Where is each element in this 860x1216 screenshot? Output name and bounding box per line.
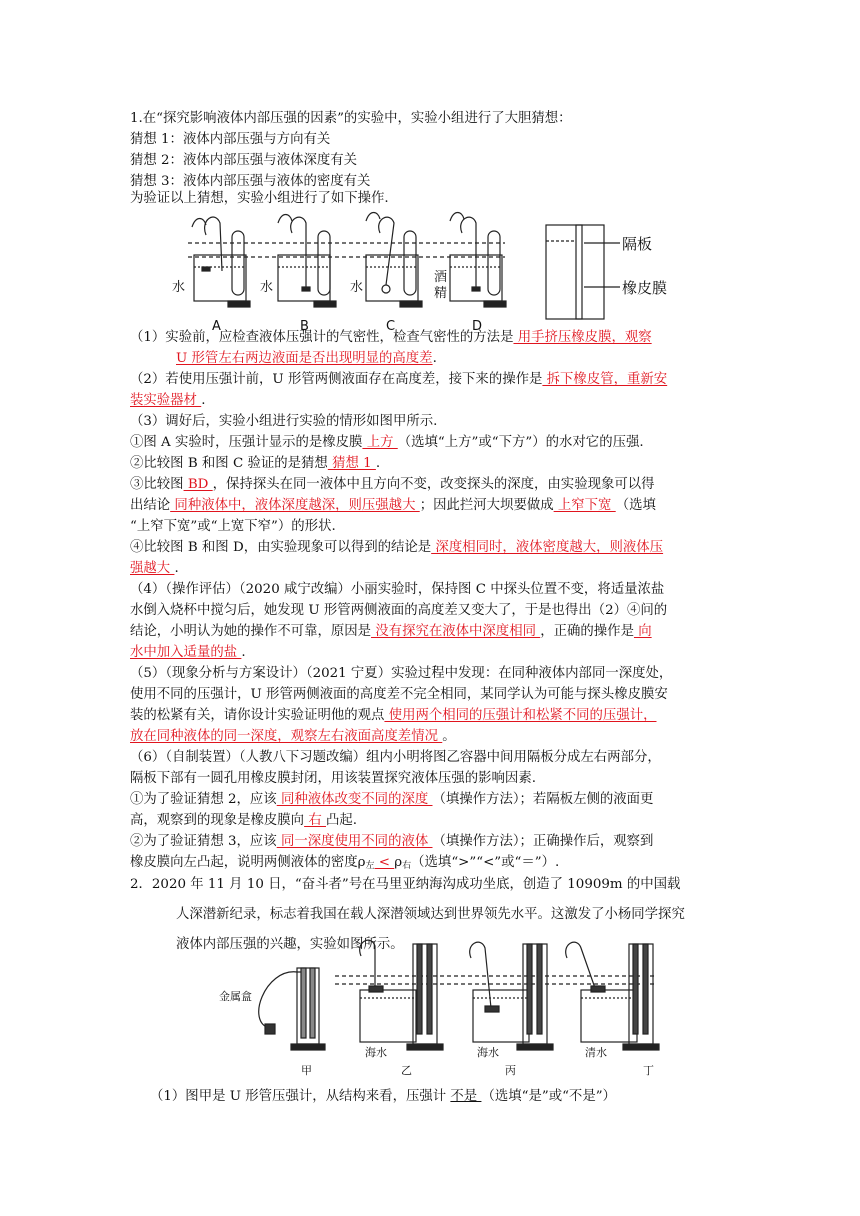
- q1-part5-line1: （5）（现象分析与方案设计）（2021 宁夏）实验过程中发现：在同种液体内部同一深度处，: [130, 666, 673, 681]
- q1-part1-line2: [176, 348, 786, 369]
- q2-part1-answer: 不是: [450, 1089, 482, 1104]
- q1-part1-answer-cont: U 形管左右两边液面是否出现明显的高度差: [176, 351, 433, 366]
- figure-bing: [470, 942, 553, 1050]
- figure-jia: [259, 968, 325, 1050]
- membrane-label: 橡皮膜: [622, 279, 668, 297]
- q1-part2-text: （2）若使用压强计前，U 形管两侧液面存在高度差，接下来的操作是: [130, 372, 543, 387]
- sub3-answer-conclusion: 同种液体中，液体深度越深，则压强越大: [170, 498, 420, 513]
- q1-part2-line1: [130, 369, 740, 390]
- q1-guess-3: 猜想 3：液体内部压强与液体的密度有关: [130, 174, 371, 189]
- q1-guess-1: 猜想 1：液体内部压强与方向有关: [130, 132, 331, 147]
- q1-intro: 1.在“探究影响液体内部压强的因素”的实验中，实验小组进行了大胆猜想：: [130, 111, 572, 126]
- q1-part6-line4: [130, 810, 740, 831]
- part5-end: 。: [442, 729, 456, 744]
- q1-part2-end: .: [201, 393, 206, 408]
- q1-part1-answer: 用手挤压橡皮膜，观察: [513, 330, 652, 345]
- part5-text-c: 装的松紧有关，请你设计实验证明他的观点: [130, 708, 385, 723]
- part6-text-e: 高，观察到的现象是橡皮膜向: [130, 813, 305, 828]
- part6-text-i: 橡皮膜向左凸起，说明两侧液体的密度ρ: [130, 855, 366, 870]
- sub3-text: ③比较图: [130, 477, 184, 492]
- liquid-label-seawater-bing: 海水: [477, 1046, 499, 1059]
- part6-text-k: （选填“>”“<”或“＝”）.: [411, 855, 560, 870]
- sub4-answer-cont: 强越大: [130, 561, 175, 576]
- q2-part1-text-end: （选填“是”或“不是”）: [481, 1089, 616, 1104]
- q1-part4-line1: （4）（操作评估）（2020 咸宁改编）小丽实验时，保持图 C 中探头位置不变，将适量浓盐: [130, 582, 665, 597]
- q2-part1-text: （1）图甲是 U 形管压强计，从结构来看，压强计: [150, 1089, 451, 1104]
- q1-part6-line3: [130, 789, 740, 810]
- sub3-text-e: （选填: [615, 498, 656, 513]
- figure-label-b: B: [300, 319, 309, 334]
- part4-answer-method: 向: [633, 624, 652, 639]
- rho-right-subscript: 右: [402, 861, 412, 871]
- liquid-label-alcohol-1: 酒: [434, 270, 448, 285]
- q1-part4-line4: [130, 642, 740, 663]
- figure-label-jia: 甲: [301, 1064, 312, 1077]
- q2-line1: 2．2020 年 11 月 10 日，“奋斗者”号在马里亚纳海沟成功坐底，创造了 10909m 的中国载: [130, 877, 681, 892]
- figure-a: [192, 217, 250, 307]
- sub2-end: .: [375, 456, 381, 471]
- q1-part2-line2: [130, 390, 740, 411]
- q1-part3-sub4-line1: [130, 537, 740, 558]
- sub3-answer-figures: BD: [183, 477, 213, 492]
- q2-part1-line1: [150, 1086, 760, 1107]
- liquid-label-alcohol-2: 精: [434, 286, 448, 301]
- q1-part5-line3: [130, 705, 740, 726]
- figure-ding: [566, 942, 659, 1050]
- rho-left-subscript: 左: [365, 861, 375, 871]
- q1-part3-sub1: [130, 432, 740, 453]
- partition-label: 隔板: [622, 235, 653, 253]
- metal-box-label: 金属盒: [219, 990, 252, 1003]
- q1-part4-line3: [130, 621, 740, 642]
- part6-answer-2: 右: [304, 813, 326, 828]
- q1-part5-line4: [130, 726, 740, 747]
- part6-text-g: ②为了验证猜想 3，应该: [130, 834, 277, 849]
- figure-label-yi: 乙: [401, 1064, 412, 1077]
- sub4-answer: 深度相同时，液体密度越大，则液体压: [431, 540, 664, 555]
- sub3-text-b: ，保持探头在同一液体中且方向不变，改变探头的深度，由实验现象可以得: [212, 477, 655, 492]
- liquid-label-water-b: 水: [260, 280, 274, 295]
- q1-part4-line2: 水倒入烧杯中搅匀后，她发现 U 形管两侧液面的高度差又变大了，于是也得出（2）④问的: [130, 603, 668, 618]
- q1-part3-sub3-line3: “上窄下宽”或“上宽下窄”）的形状.: [130, 519, 336, 534]
- q1-part1-text: （1）实验前，应检查液体压强计的气密性，检查气密性的方法是: [130, 330, 514, 345]
- sub4-text: ④比较图 B 和图 D，由实验现象可以得到的结论是: [130, 540, 432, 555]
- figure-label-d: D: [472, 319, 483, 334]
- q1-part2-answer: 拆下橡皮管，重新安: [542, 372, 668, 387]
- sub2-text: ②比较图 B 和图 C 验证的是猜想: [130, 456, 328, 471]
- part6-text-d: （填操作方法）；若隔板左侧的液面更: [432, 792, 654, 807]
- sub3-answer-shape: 上窄下宽: [553, 498, 616, 513]
- part4-end: .: [241, 645, 246, 660]
- figure-label-c: C: [386, 319, 396, 334]
- figure-yi: [360, 940, 443, 1050]
- part4-answer-reason: 没有探究在液体中深度相同: [371, 624, 541, 639]
- sub3-text-c: 出结论: [130, 498, 171, 513]
- part6-text-f: 凸起.: [325, 813, 358, 828]
- part4-answer-method-cont: 水中加入适量的盐: [130, 645, 242, 660]
- part4-text-c: 结论，小明认为她的操作不可靠，原因是: [130, 624, 372, 639]
- q1-part6-line5: [130, 831, 740, 852]
- q1-part3-sub2: [130, 453, 740, 474]
- sub1-text: ①图 A 实验时，压强计显示的是橡皮膜: [130, 435, 363, 450]
- sub1-text-end: （选填“上方”或“下方”）的水对它的压强.: [397, 435, 644, 450]
- q1-part2-answer-cont: 装实验器材: [130, 393, 202, 408]
- q1-guess-2: 猜想 2：液体内部压强与液体深度有关: [130, 153, 358, 168]
- q2-line3: 液体内部压强的兴趣，实验如图所示。: [176, 937, 404, 952]
- sub3-text-d: ；因此拦河大坝要做成: [419, 498, 554, 513]
- part4-text-d: ，正确的操作是: [540, 624, 634, 639]
- figure-label-a: A: [212, 319, 221, 334]
- sub4-end: .: [174, 561, 179, 576]
- sub2-answer: 猜想 1: [327, 456, 376, 471]
- part6-answer-4: <: [374, 855, 395, 870]
- q2-experiment-figure: [215, 928, 675, 1078]
- part6-rho: ρ: [394, 855, 403, 870]
- q1-part6-line2: 隔板下部有一圆孔用橡皮膜封闭，用该装置探究液体压强的影响因素.: [130, 771, 536, 786]
- figure-c: [366, 213, 422, 308]
- liquid-label-seawater-yi: 海水: [365, 1046, 387, 1059]
- partition-container: [546, 225, 620, 319]
- figure-label-ding: 丁: [643, 1064, 654, 1077]
- q1-part3-sub4-line2: [130, 558, 740, 579]
- q1-verify: 为验证以上猜想，实验小组进行了如下操作.: [130, 191, 389, 206]
- liquid-label-water-c: 水: [350, 280, 364, 295]
- figure-d: [450, 213, 506, 308]
- figure-label-bing: 丙: [505, 1064, 516, 1077]
- sub1-answer: 上方: [362, 435, 398, 450]
- figure-b: [278, 215, 336, 308]
- q1-experiment-figure: [160, 205, 700, 335]
- q1-part5-line2: 使用不同的压强计，U 形管两侧液面的高度差不完全相同，某同学认为可能与探头橡皮膜安: [130, 687, 668, 702]
- part6-answer-1: 同种液体改变不同的深度: [276, 792, 433, 807]
- liquid-label-freshwater-ding: 清水: [585, 1046, 607, 1059]
- q1-part1-end: .: [432, 351, 437, 366]
- part6-answer-3: 同一深度使用不同的液体: [276, 834, 433, 849]
- q1-part3: （3）调好后，实验小组进行实验的情形如图甲所示.: [130, 414, 438, 429]
- part6-text-h: （填操作方法）；正确操作后，观察到: [432, 834, 654, 849]
- q1-part3-sub3-line2: [130, 495, 740, 516]
- q1-part3-sub3-line1: [130, 474, 740, 495]
- part6-text-c: ①为了验证猜想 2，应该: [130, 792, 277, 807]
- part5-answer: 使用两个相同的压强计和松紧不同的压强计，: [384, 708, 657, 723]
- part5-answer-cont: 放在同种液体的同一深度，观察左右液面高度差情况: [130, 729, 443, 744]
- q1-part1-line1: [130, 327, 740, 348]
- liquid-label-water-a: 水: [172, 280, 186, 295]
- q2-line2: 人深潜新纪录，标志着我国在载人深潜领域达到世界领先水平。这激发了小杨同学探究: [176, 907, 685, 922]
- q1-part6-line1: （6）（自制装置）（人教八下习题改编）组内小明将图乙容器中间用隔板分成左右两部分，: [130, 750, 661, 765]
